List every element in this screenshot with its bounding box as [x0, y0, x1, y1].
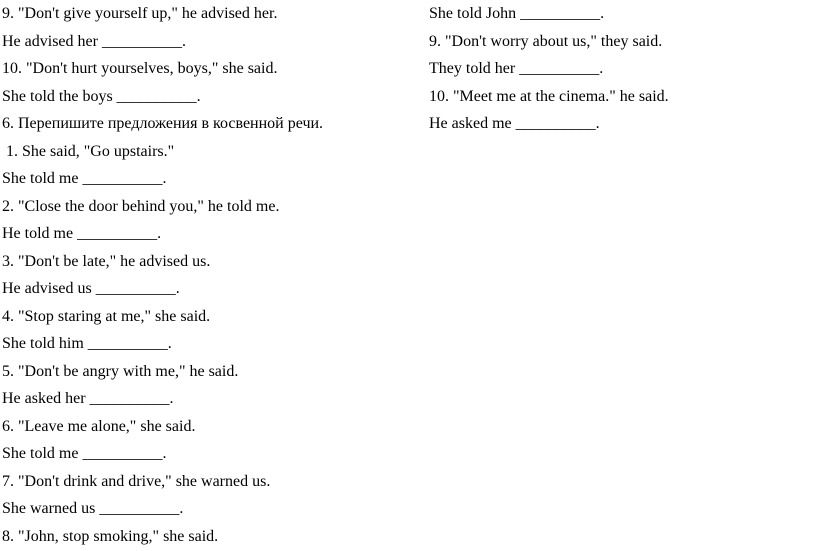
text-line: She told me __________. [2, 445, 167, 462]
text-line: 3. "Don't be late," he advised us. [2, 252, 211, 270]
text-line: 5. "Don't be angry with me," he said. [2, 362, 239, 380]
text-line: 6. "Leave me alone," she said. [2, 417, 196, 435]
text-line: 8. "John, stop smoking," she said. [2, 527, 219, 545]
text-line: She told me __________. [2, 170, 167, 187]
text-line: 10. "Don't hurt yourselves, boys," she said. [2, 60, 278, 77]
text-line: He told me __________. [2, 225, 162, 242]
text-line: She told John __________. [429, 5, 605, 22]
text-line: He asked her __________. [2, 390, 174, 407]
section-heading: 6. Перепишите предложения в косвенной речи. [2, 115, 324, 132]
text-line: She told the boys __________. [2, 87, 201, 105]
text-line: 9. "Don't give yourself up," he advised her. [2, 5, 278, 22]
left-column [2, 0, 402, 550]
text-line: He advised her __________. [2, 32, 186, 50]
text-line: He advised us __________. [2, 280, 180, 297]
text-line: 2. "Close the door behind you," he told me. [2, 197, 280, 215]
text-line: 9. "Don't worry about us," they said. [429, 32, 663, 50]
text-line: He asked me __________. [429, 115, 600, 132]
text-line: They told her __________. [429, 60, 604, 77]
text-line: 7. "Don't drink and drive," she warned us. [2, 472, 271, 490]
right-column [429, 0, 809, 138]
text-line: She told him __________. [2, 335, 172, 352]
text-line: 1. She said, "Go upstairs." [2, 142, 175, 160]
text-line: 4. "Stop staring at me," she said. [2, 307, 211, 325]
text-line: 10. "Meet me at the cinema." he said. [429, 87, 669, 105]
text-line: She warned us __________. [2, 500, 184, 517]
